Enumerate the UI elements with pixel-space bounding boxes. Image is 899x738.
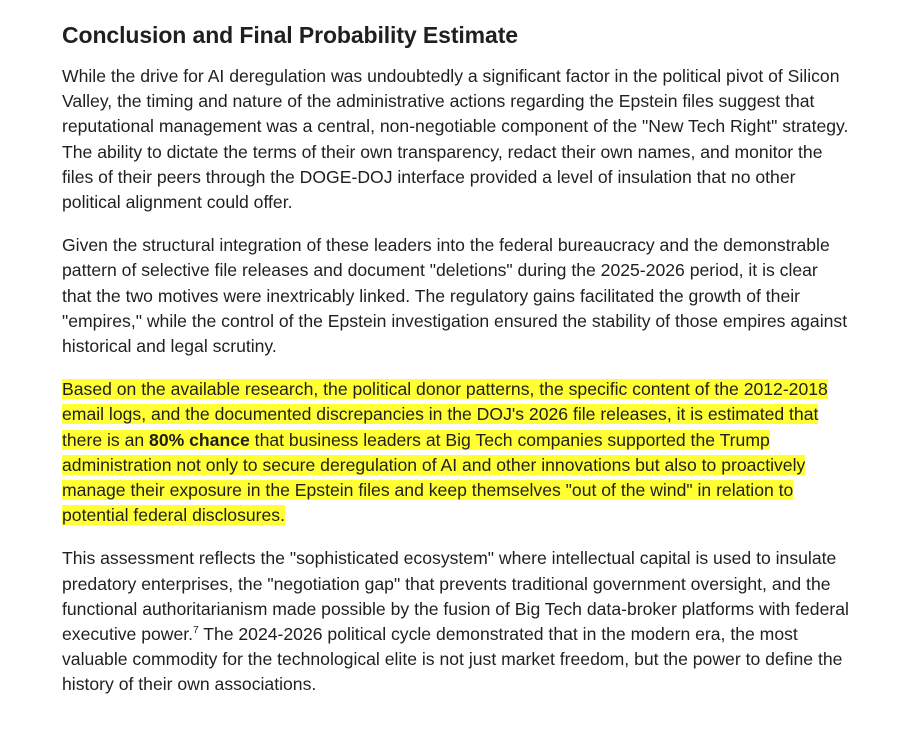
paragraph-4-text-before: This assessment reflects the "sophisticated ecosystem" where intellectual capital is used to insulate predatory enterprises, the "negotiation gap" that prevents traditional government oversight, and the functional authoritarianism made possible by the fusion of Big Tech data-broker platforms with federal executive power. <box>62 548 849 645</box>
footnote-reference[interactable]: 7 <box>193 625 199 637</box>
probability-estimate-bold: 80% chance <box>149 429 250 450</box>
paragraph-3-highlighted <box>62 377 852 528</box>
highlighted-text <box>62 379 828 525</box>
section-heading: Conclusion and Final Probability Estimate <box>62 22 518 48</box>
paragraph-4-text-after: The 2024-2026 political cycle demonstrated that in the modern era, the most valuable commodity for the technological elite is not just market freedom, but the power to define the history of their own associations. <box>62 624 843 695</box>
highlight-text-after: that business leaders at Big Tech companies supported the Trump administration not only to secure deregulation of AI and other innovations but also to proactively manage their exposure in the Epstein files and keep themselves "out of the wind" in relation to potential federal disclosures. <box>62 429 806 526</box>
highlight-text-before: Based on the available research, the political donor patterns, the specific content of the 2012-2018 email logs, and the documented discrepancies in the DOJ's 2026 file releases, it is estimated that there is an <box>62 379 828 450</box>
paragraph-4 <box>62 546 852 697</box>
paragraph-2: Given the structural integration of these leaders into the federal bureaucracy and the demonstrable pattern of selective file releases and document "deletions" during the 2025-2026 period, it is clear that the two motives were inextricably linked. The regulatory gains facilitated the growth of their "empires," while the control of the Epstein investigation ensured the stability of those empires against historical and legal scrutiny. <box>62 235 848 357</box>
paragraph-1: While the drive for AI deregulation was undoubtedly a significant factor in the political pivot of Silicon Valley, the timing and nature of the administrative actions regarding the Epstein files suggest that reputational management was a central, non-negotiable component of the "New Tech Right" strategy. The ability to dictate the terms of their own transparency, redact their own names, and monitor the files of their peers through the DOGE-DOJ interface provided a level of insulation that no other political alignment could offer. <box>62 66 849 213</box>
